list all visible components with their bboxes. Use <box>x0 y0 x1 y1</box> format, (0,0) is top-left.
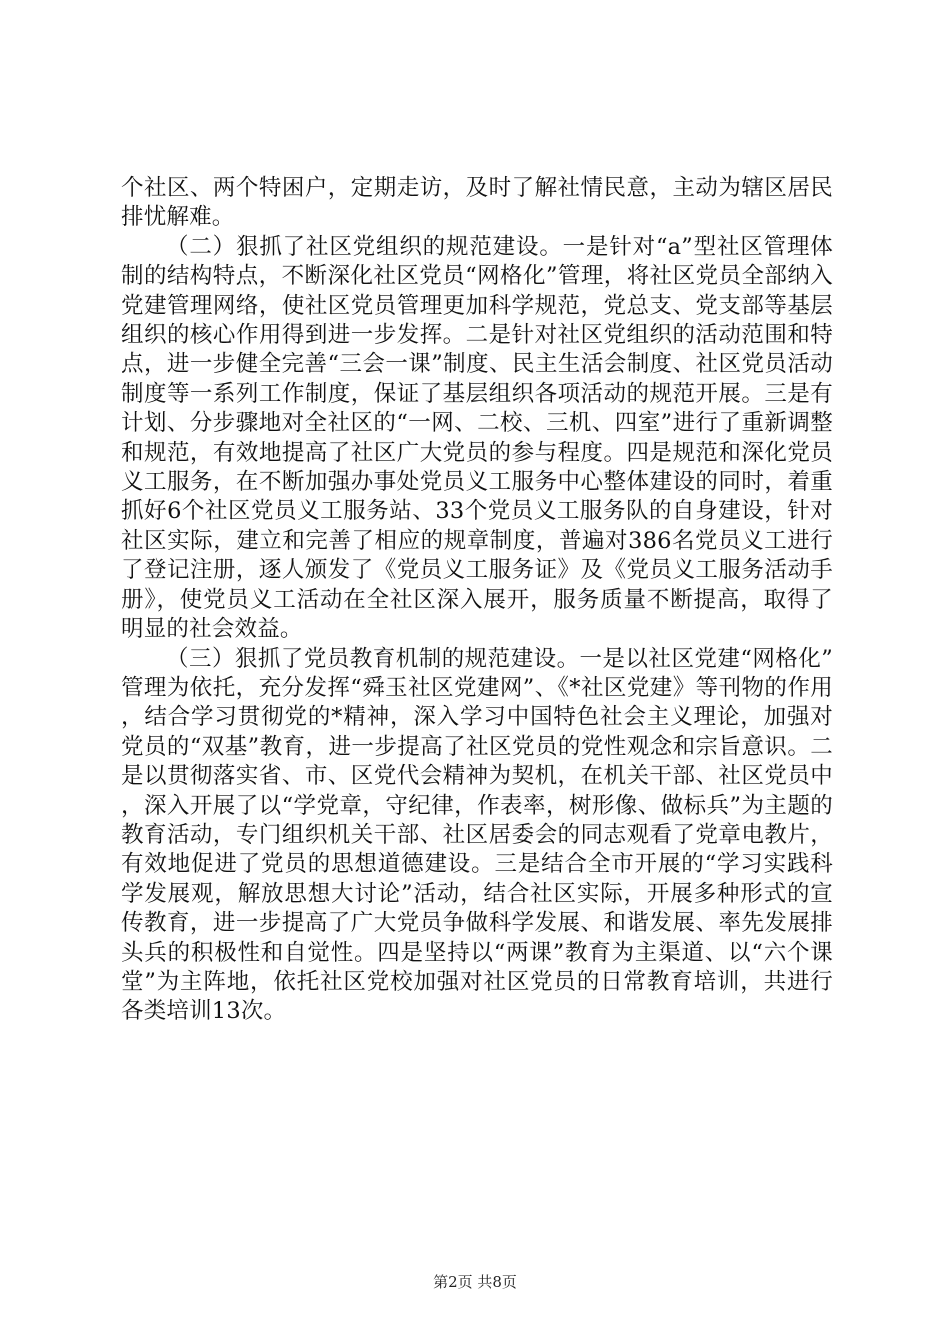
paragraph-section-two: （二）狠抓了社区党组织的规范建设。一是针对“a”型社区管理体制的结构特点，不断深化社区党员“网格化”管理，将社区党员全部纳入党建管理网络，使社区党员管理更加科学规范，党总支、党支部等基层组织的核心作用得到进一步发挥。二是针对社区党组织的活动范围和特点，进一步健全完善“三会一课”制度、民主生活会制度、社区党员活动制度等一系列工作制度，保证了基层组织各项活动的规范开展。三是有计划、分步骤地对全社区的“一网、二校、三机、四室”进行了重新调整和规范，有效地提高了社区广大党员的参与程度。四是规范和深化党员义工服务，在不断加强办事处党员义工服务中心整体建设的同时，着重抓好6个社区党员义工服务站、33个党员义工服务队的自身建设，针对社区实际，建立和完善了相应的规章制度，普遍对386名党员义工进行了登记注册，逐人颁发了《党员义工服务证》及《党员义工服务活动手册》，使党员义工活动在全社区深入展开，服务质量不断提高，取得了明显的社会效益。 <box>121 233 833 643</box>
page-footer: 第2页 共8页 <box>433 1273 517 1291</box>
document-body <box>121 174 833 1027</box>
paragraph-section-three: （三）狠抓了党员教育机制的规范建设。一是以社区党建“网格化”管理为依托，充分发挥“舜玉社区党建网”、《*社区党建》等刊物的作用，结合学习贯彻党的*精神，深入学习中国特色社会主义理论，加强对党员的“双基”教育，进一步提高了社区党员的党性观念和宗旨意识。二是以贯彻落实省、市、区党代会精神为契机，在机关干部、社区党员中，深入开展了以“学党章，守纪律，作表率，树形像、做标兵”为主题的教育活动，专门组织机关干部、社区居委会的同志观看了党章电教片，有效地促进了党员的思想道德建设。三是结合全市开展的“学习实践科学发展观，解放思想大讨论”活动，结合社区实际，开展多种形式的宣传教育，进一步提高了广大党员争做科学发展、和谐发展、率先发展排头兵的积极性和自觉性。四是坚持以“两课”教育为主渠道、以“六个课堂”为主阵地，依托社区党校加强对社区党员的日常教育培训，共进行各类培训13次。 <box>121 645 833 1025</box>
paragraph-continuation: 个社区、两个特困户，定期走访，及时了解社情民意，主动为辖区居民排忧解难。 <box>121 175 833 231</box>
